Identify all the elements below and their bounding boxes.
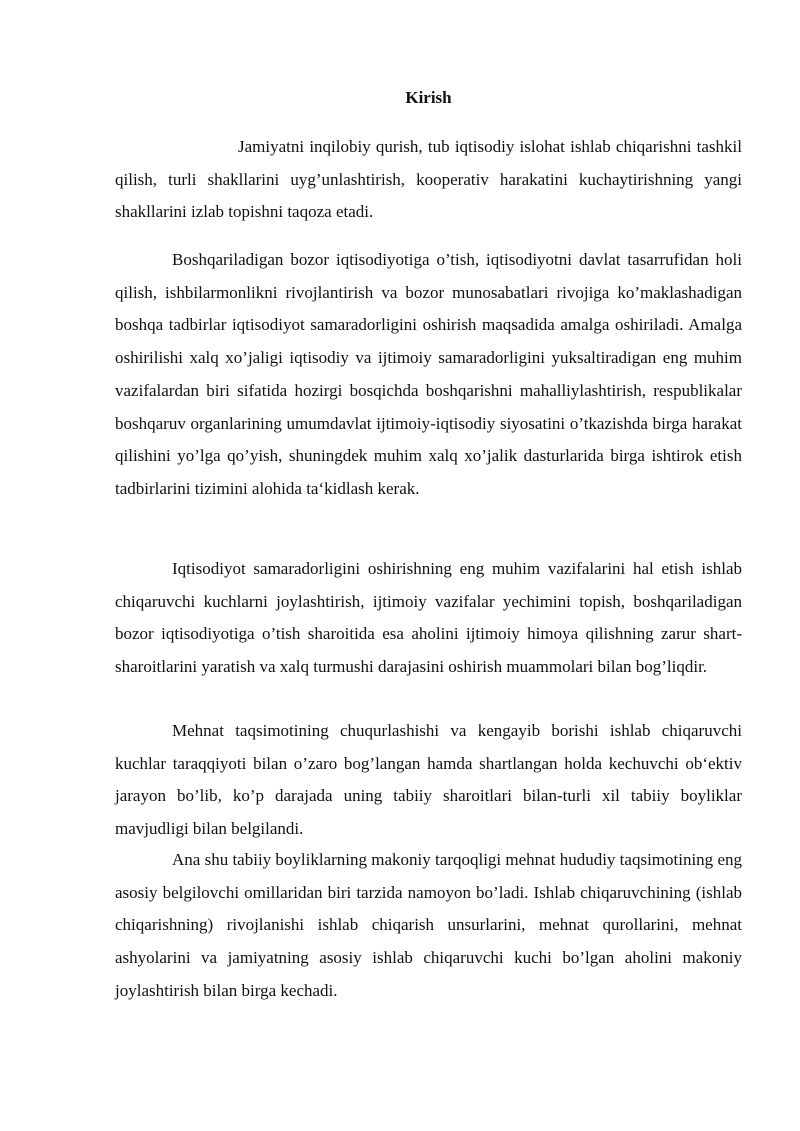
paragraph-3: Iqtisodiyot samaradorligini oshirishning eng muhim vazifalarini hal etish ishlab chiqaruvchi kuchlarni joylashtirish, ijtimoiy vazifalar yechimini topish, boshqariladigan bozor iqtisodiyotiga o’tish sharoitida esa aholini ijtimoiy himoya qilishning zarur shart-sharoitlarini yaratish va xalq turmushi darajasini oshirish muammolari bilan bog’liqdir.: [115, 559, 742, 677]
paragraph-5: Ana shu tabiiy boyliklarning makoniy tarqoqligi mehnat hududiy taqsimotining eng asosiy belgilovchi omillaridan biri tarzida namoyon bo’ladi. Ishlab chiqaruvchining (ishlab chiqarishning) rivojlanishi ishlab chiqarish unsurlarini, mehnat qurollarini, mehnat ashyolarini va jamiyatning asosiy ishlab chiqaruvchi kuchi bo’lgan aholini makoniy joylashtirish bilan birga kechadi.: [115, 850, 742, 1000]
paragraph-1: Jamiyatni inqilobiy qurish, tub iqtisodiy islohat ishlab chiqarishni tashkil qilish, turli shakllarini uyg’unlashtirish, kooperativ harakatini kuchaytirishning yangi shakllarini izlab topishni taqoza etadi.: [115, 137, 742, 222]
paragraph-4: Mehnat taqsimotining chuqurlashishi va kengayib borishi ishlab chiqaruvchi kuchlar taraqqiyoti bilan o’zaro bog’langan hamda shartlangan holda kechuvchi ob‘ektiv jarayon bo’lib, ko’p darajada uning tabiiy sharoitlari bilan-turli xil tabiiy boyliklar mavjudligi bilan belgilandi.: [115, 721, 742, 839]
paragraph-2: Boshqariladigan bozor iqtisodiyotiga o’tish, iqtisodiyotni davlat tasarrufidan holi qilish, ishbilarmonlikni rivojlantirish va bozor munosabatlari rivojiga ko’maklashadigan boshqa tadbirlar iqtisodiyot samaradorligini oshirish maqsadida amalga oshiriladi. Amalga oshirilishi xalq xo’jaligi iqtisodiy va ijtimoiy samaradorligini yuksaltiradigan eng muhim vazifalardan biri sifatida hozirgi bosqichda boshqarishni mahalliylashtirish, respublikalar boshqaruv organlarining umumdavlat ijtimoiy-iqtisodiy siyosatini o’tkazishda birga harakat qilishini yo’lga qo’yish, shuningdek muhim xalq xo’jalik dasturlarida birga ishtirok etish tadbirlarini tizimini alohida ta‘kidlash kerak.: [115, 250, 742, 498]
page-title: Kirish: [405, 88, 452, 107]
